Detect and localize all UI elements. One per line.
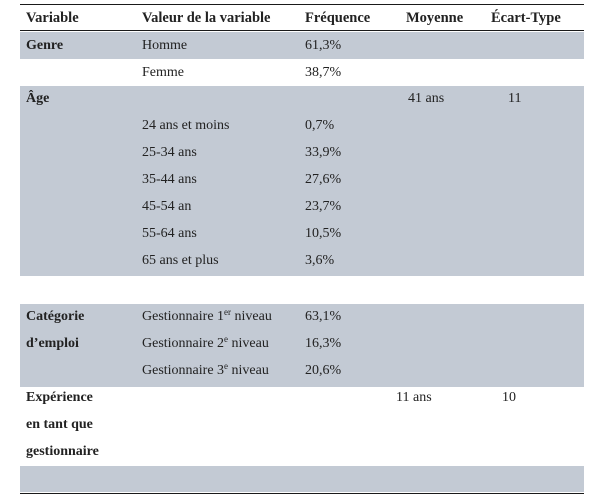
header-ecart: Écart-Type xyxy=(491,10,561,26)
categorie-valeur-1-prefix: Gestionnaire 1 xyxy=(142,309,225,324)
experience-ecart: 10 xyxy=(502,390,516,405)
categorie-valeur-3-sup: e xyxy=(224,361,229,371)
age-valeur-24: 24 ans et moins xyxy=(142,118,230,133)
categorie-label-line2: d’emploi xyxy=(26,336,79,351)
categorie-valeur-1 xyxy=(142,308,272,326)
header-bottom-rule xyxy=(20,30,584,31)
age-ecart: 11 xyxy=(508,91,522,106)
categorie-label-line1: Catégorie xyxy=(26,309,85,324)
age-valeur-45-54: 45-54 an xyxy=(142,199,192,214)
experience-label-line1: Expérience xyxy=(26,390,93,405)
age-frequence-45-54: 23,7% xyxy=(305,199,342,214)
genre-valeur-femme: Femme xyxy=(142,65,184,80)
categorie-valeur-3-prefix: Gestionnaire 3 xyxy=(142,363,225,378)
age-valeur-25-34: 25-34 ans xyxy=(142,145,197,160)
genre-label: Genre xyxy=(26,38,64,53)
age-frequence-25-34: 33,9% xyxy=(305,145,342,160)
header-variable: Variable xyxy=(26,10,79,26)
genre-band xyxy=(20,32,584,59)
bottom-band xyxy=(20,466,584,492)
categorie-valeur-2-sup: e xyxy=(224,334,229,344)
categorie-valeur-1-sup: er xyxy=(224,307,232,317)
table-bottom-rule xyxy=(20,493,584,494)
header-valeur: Valeur de la variable xyxy=(142,10,271,26)
table-top-rule xyxy=(20,4,584,5)
categorie-valeur-2 xyxy=(142,335,269,353)
genre-frequence-homme: 61,3% xyxy=(305,38,342,53)
categorie-frequence-2: 16,3% xyxy=(305,336,342,351)
age-valeur-35-44: 35-44 ans xyxy=(142,172,197,187)
age-valeur-65: 65 ans et plus xyxy=(142,253,219,268)
categorie-band xyxy=(20,304,584,387)
genre-frequence-femme: 38,7% xyxy=(305,65,342,80)
age-frequence-24: 0,7% xyxy=(305,118,335,133)
age-label: Âge xyxy=(26,91,50,106)
age-moyenne: 41 ans xyxy=(408,91,445,106)
experience-moyenne: 11 ans xyxy=(396,390,432,405)
age-frequence-65: 3,6% xyxy=(305,253,335,268)
age-frequence-35-44: 27,6% xyxy=(305,172,342,187)
genre-valeur-homme: Homme xyxy=(142,38,188,53)
header-frequence: Fréquence xyxy=(305,10,371,26)
age-frequence-55-64: 10,5% xyxy=(305,226,342,241)
header-moyenne: Moyenne xyxy=(406,10,464,26)
age-band xyxy=(20,86,584,276)
age-valeur-55-64: 55-64 ans xyxy=(142,226,197,241)
categorie-valeur-3-suffix: niveau xyxy=(228,363,269,378)
categorie-valeur-3 xyxy=(142,362,269,380)
categorie-frequence-3: 20,6% xyxy=(305,363,342,378)
categorie-frequence-1: 63,1% xyxy=(305,309,342,324)
categorie-valeur-2-suffix: niveau xyxy=(228,336,269,351)
categorie-valeur-1-suffix: niveau xyxy=(231,309,272,324)
experience-label-line2: en tant que xyxy=(26,417,93,432)
categorie-valeur-2-prefix: Gestionnaire 2 xyxy=(142,336,225,351)
experience-label-line3: gestionnaire xyxy=(26,444,99,459)
